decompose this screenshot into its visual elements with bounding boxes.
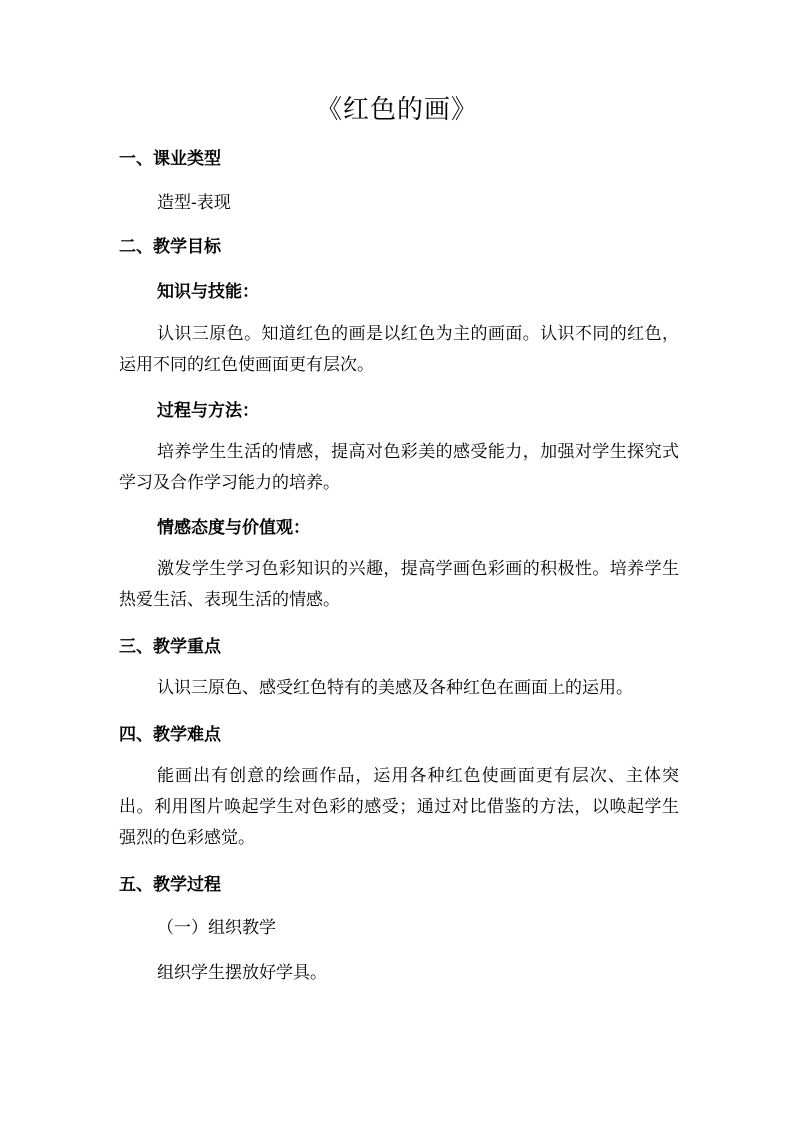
- key-points-text: 认识三原色、感受红色特有的美感及各种红色在画面上的运用。: [157, 678, 633, 698]
- process-method-text: 培养学生生活的情感，提高对色彩美的感受能力，加强对学生探究式学习及合作学习能力的培养。: [119, 442, 679, 493]
- organize-teaching-text: 组织学生摆放好学具。: [157, 963, 327, 983]
- document-title: 《红色的画》: [315, 95, 478, 125]
- subheading-organize-teaching: （一）组织教学: [157, 918, 276, 938]
- section-heading-teaching-goals: 二、教学目标: [119, 237, 221, 257]
- subheading-knowledge-skills: 知识与技能：: [157, 282, 259, 302]
- section-heading-key-points: 三、教学重点: [119, 637, 221, 657]
- section-heading-teaching-process: 五、教学过程: [119, 875, 221, 895]
- course-type-text: 造型-表现: [157, 193, 231, 213]
- section-heading-difficulties: 四、教学难点: [119, 725, 221, 745]
- difficulties-text: 能画出有创意的绘画作品，运用各种红色使画面更有层次、主体突出。利用图片唤起学生对色彩的感受；通过对比借鉴的方法，以唤起学生强烈的色彩感觉。: [119, 766, 679, 848]
- subheading-attitude-values: 情感态度与价值观：: [157, 518, 310, 538]
- attitude-values-text: 激发学生学习色彩知识的兴趣，提高学画色彩画的积极性。培养学生热爱生活、表现生活的情感。: [119, 559, 679, 610]
- subheading-process-method: 过程与方法：: [157, 401, 259, 421]
- knowledge-skills-text: 认识三原色。知道红色的画是以红色为主的画面。认识不同的红色，运用不同的红色使画面更有层次。: [119, 324, 679, 375]
- section-heading-course-type: 一、课业类型: [119, 149, 221, 169]
